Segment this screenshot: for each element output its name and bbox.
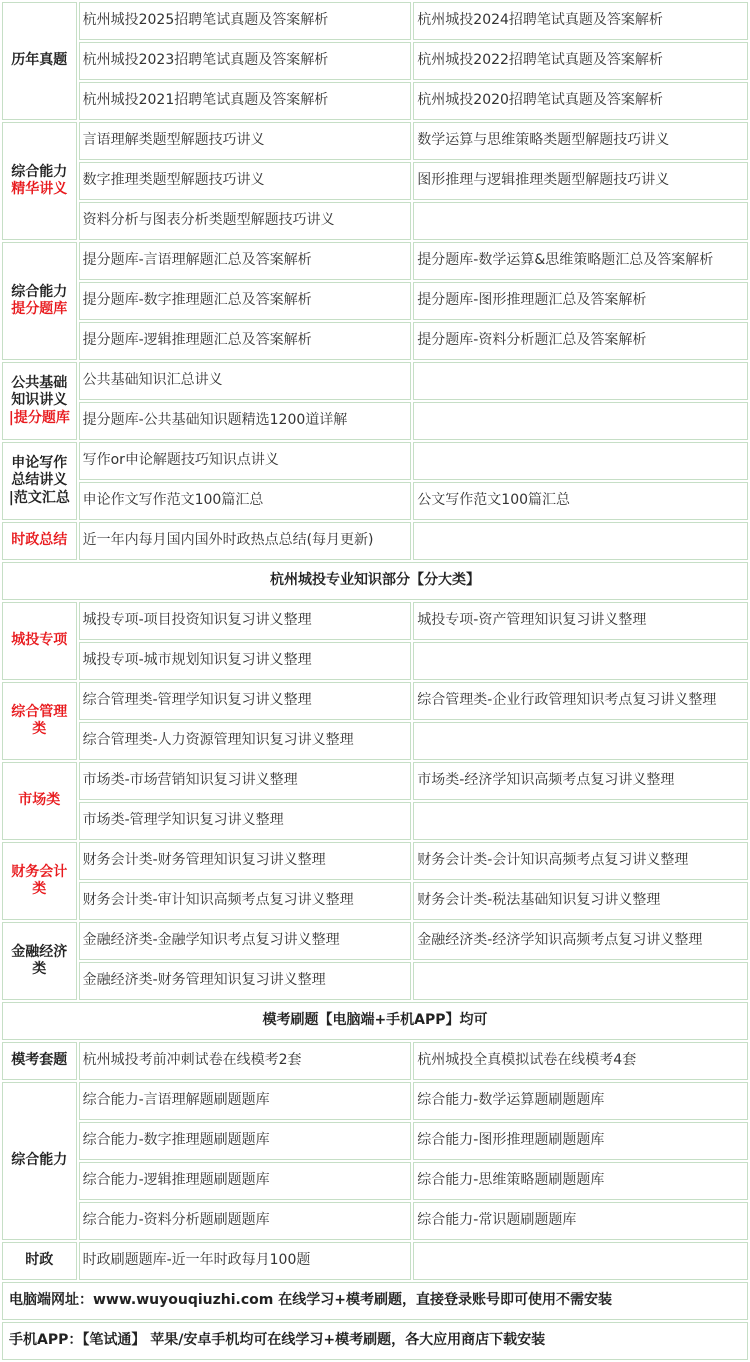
list-item[interactable]: 综合管理类-企业行政管理知识考点复习讲义整理 xyxy=(413,682,748,720)
list-item[interactable]: 城投专项-项目投资知识复习讲义整理 xyxy=(79,602,412,640)
category-marketing: 市场类 xyxy=(2,762,77,840)
table-row xyxy=(2,242,748,280)
empty-cell xyxy=(413,402,748,440)
table-row xyxy=(2,122,748,160)
list-item[interactable]: 杭州城投全真模拟试卷在线模考4套 xyxy=(413,1042,748,1080)
list-item[interactable]: 市场类-经济学知识高频考点复习讲义整理 xyxy=(413,762,748,800)
category-management: 综合管理 类 xyxy=(2,682,77,760)
list-item[interactable]: 金融经济类-财务管理知识复习讲义整理 xyxy=(79,962,412,1000)
list-item[interactable]: 杭州城投2025招聘笔试真题及答案解析 xyxy=(79,2,412,40)
list-item[interactable]: 图形推理与逻辑推理类题型解题技巧讲义 xyxy=(413,162,748,200)
table-row xyxy=(2,922,748,960)
category-finance: 金融经济 类 xyxy=(2,922,77,1000)
table-row xyxy=(2,2,748,40)
section-heading-professional: 杭州城投专业知识部分【分大类】 xyxy=(2,562,748,600)
list-item[interactable]: 财务会计类-会计知识高频考点复习讲义整理 xyxy=(413,842,748,880)
list-item[interactable]: 金融经济类-金融学知识考点复习讲义整理 xyxy=(79,922,412,960)
table-row xyxy=(2,482,748,520)
list-item[interactable]: 提分题库-资料分析题汇总及答案解析 xyxy=(413,322,748,360)
empty-cell xyxy=(413,202,748,240)
list-item[interactable]: 综合管理类-管理学知识复习讲义整理 xyxy=(79,682,412,720)
table-row xyxy=(2,522,748,560)
list-item[interactable]: 资料分析与图表分析类题型解题技巧讲义 xyxy=(79,202,412,240)
table-row xyxy=(2,762,748,800)
table-row xyxy=(2,42,748,80)
list-item[interactable]: 杭州城投2020招聘笔试真题及答案解析 xyxy=(413,82,748,120)
list-item[interactable]: 提分题库-数学运算&思维策略题汇总及答案解析 xyxy=(413,242,748,280)
table-row xyxy=(2,402,748,440)
list-item[interactable]: 提分题库-公共基础知识题精选1200道详解 xyxy=(79,402,412,440)
list-item[interactable]: 杭州城投2023招聘笔试真题及答案解析 xyxy=(79,42,412,80)
table-row xyxy=(2,962,748,1000)
table-row xyxy=(2,1202,748,1240)
category-ability-bank: 综合能力 提分题库 xyxy=(2,242,77,360)
table-row xyxy=(2,1122,748,1160)
list-item[interactable]: 申论作文写作范文100篇汇总 xyxy=(79,482,412,520)
list-item[interactable]: 综合能力-言语理解题刷题题库 xyxy=(79,1082,412,1120)
category-public-basics: 公共基础 知识讲义 |提分题库 xyxy=(2,362,77,440)
list-item[interactable]: 综合能力-数字推理题刷题题库 xyxy=(79,1122,412,1160)
table-row xyxy=(2,82,748,120)
list-item[interactable]: 公文写作范文100篇汇总 xyxy=(413,482,748,520)
table-row xyxy=(2,1242,748,1280)
category-city-invest: 城投专项 xyxy=(2,602,77,680)
list-item[interactable]: 提分题库-数字推理题汇总及答案解析 xyxy=(79,282,412,320)
list-item[interactable]: 综合能力-数学运算题刷题题库 xyxy=(413,1082,748,1120)
list-item[interactable]: 综合能力-思维策略题刷题题库 xyxy=(413,1162,748,1200)
table-row xyxy=(2,842,748,880)
list-item[interactable]: 财务会计类-税法基础知识复习讲义整理 xyxy=(413,882,748,920)
table-row xyxy=(2,202,748,240)
table-row xyxy=(2,602,748,640)
table-row xyxy=(2,722,748,760)
category-affairs-practice: 时政 xyxy=(2,1242,77,1280)
list-item[interactable]: 言语理解类题型解题技巧讲义 xyxy=(79,122,412,160)
category-ability-notes: 综合能力 精华讲义 xyxy=(2,122,77,240)
table-row xyxy=(2,1002,748,1040)
empty-cell xyxy=(413,722,748,760)
list-item[interactable]: 综合能力-常识题刷题题库 xyxy=(413,1202,748,1240)
list-item[interactable]: 数字推理类题型解题技巧讲义 xyxy=(79,162,412,200)
list-item[interactable]: 杭州城投2022招聘笔试真题及答案解析 xyxy=(413,42,748,80)
empty-cell xyxy=(413,962,748,1000)
list-item[interactable]: 时政刷题题库-近一年时政每月100题 xyxy=(79,1242,412,1280)
list-item[interactable]: 城投专项-资产管理知识复习讲义整理 xyxy=(413,602,748,640)
table-row xyxy=(2,1162,748,1200)
list-item[interactable]: 市场类-市场营销知识复习讲义整理 xyxy=(79,762,412,800)
list-item[interactable]: 综合能力-资料分析题刷题题库 xyxy=(79,1202,412,1240)
footer-web-line[interactable]: 电脑端网址：www.wuyouqiuzhi.com 在线学习+模考刷题，直接登录账号即可使用不需安装 xyxy=(2,1282,748,1320)
list-item[interactable]: 杭州城投考前冲刺试卷在线模考2套 xyxy=(79,1042,412,1080)
empty-cell xyxy=(413,442,748,480)
table-row xyxy=(2,1082,748,1120)
empty-cell xyxy=(413,1242,748,1280)
category-accounting: 财务会计 类 xyxy=(2,842,77,920)
section-heading-mock: 模考刷题【电脑端+手机APP】均可 xyxy=(2,1002,748,1040)
empty-cell xyxy=(413,802,748,840)
footer-app-line: 手机APP：【笔试通】 苹果/安卓手机均可在线学习+模考刷题，各大应用商店下载安装 xyxy=(2,1322,748,1360)
list-item[interactable]: 数学运算与思维策略类题型解题技巧讲义 xyxy=(413,122,748,160)
category-mock-sets: 模考套题 xyxy=(2,1042,77,1080)
list-item[interactable]: 城投专项-城市规划知识复习讲义整理 xyxy=(79,642,412,680)
list-item[interactable]: 提分题库-图形推理题汇总及答案解析 xyxy=(413,282,748,320)
table-row xyxy=(2,682,748,720)
table-row xyxy=(2,362,748,400)
list-item[interactable]: 近一年内每月国内国外时政热点总结(每月更新) xyxy=(79,522,412,560)
list-item[interactable]: 写作or申论解题技巧知识点讲义 xyxy=(79,442,412,480)
list-item[interactable]: 公共基础知识汇总讲义 xyxy=(79,362,412,400)
table-row xyxy=(2,882,748,920)
list-item[interactable]: 提分题库-言语理解题汇总及答案解析 xyxy=(79,242,412,280)
table-row xyxy=(2,162,748,200)
table-row xyxy=(2,442,748,480)
list-item[interactable]: 综合能力-逻辑推理题刷题题库 xyxy=(79,1162,412,1200)
empty-cell xyxy=(413,522,748,560)
list-item[interactable]: 杭州城投2024招聘笔试真题及答案解析 xyxy=(413,2,748,40)
list-item[interactable]: 提分题库-逻辑推理题汇总及答案解析 xyxy=(79,322,412,360)
list-item[interactable]: 综合能力-图形推理题刷题题库 xyxy=(413,1122,748,1160)
empty-cell xyxy=(413,642,748,680)
table-row xyxy=(2,1042,748,1080)
empty-cell xyxy=(413,362,748,400)
list-item[interactable]: 财务会计类-审计知识高频考点复习讲义整理 xyxy=(79,882,412,920)
table-row xyxy=(2,642,748,680)
list-item[interactable]: 财务会计类-财务管理知识复习讲义整理 xyxy=(79,842,412,880)
table-row xyxy=(2,322,748,360)
list-item[interactable]: 市场类-管理学知识复习讲义整理 xyxy=(79,802,412,840)
category-current-affairs: 时政总结 xyxy=(2,522,77,560)
table-row xyxy=(2,1322,748,1360)
category-ability-practice: 综合能力 xyxy=(2,1082,77,1240)
list-item[interactable]: 综合管理类-人力资源管理知识复习讲义整理 xyxy=(79,722,412,760)
category-past-exams: 历年真题 xyxy=(2,2,77,120)
table-row xyxy=(2,802,748,840)
list-item[interactable]: 杭州城投2021招聘笔试真题及答案解析 xyxy=(79,82,412,120)
table-row xyxy=(2,282,748,320)
table-row xyxy=(2,1282,748,1320)
list-item[interactable]: 金融经济类-经济学知识高频考点复习讲义整理 xyxy=(413,922,748,960)
table-row xyxy=(2,562,748,600)
category-essay: 申论写作 总结讲义 |范文汇总 xyxy=(2,442,77,520)
